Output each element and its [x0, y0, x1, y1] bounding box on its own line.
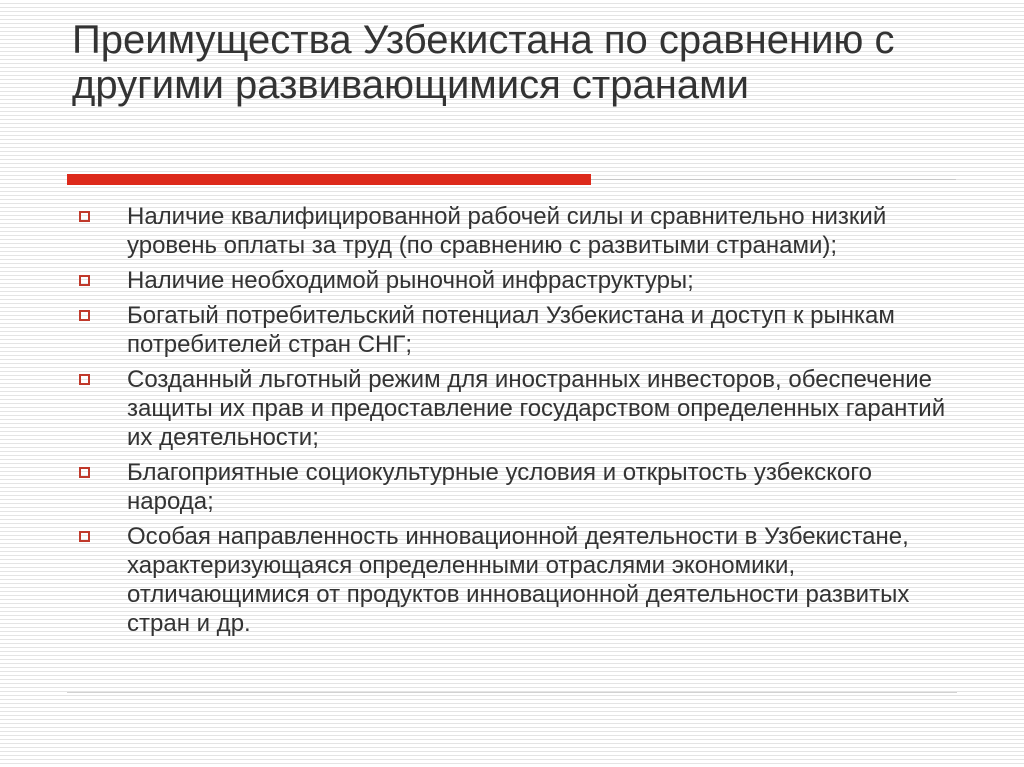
hollow-square-bullet-icon	[79, 310, 90, 321]
bullet-item-2	[70, 266, 950, 295]
hollow-square-bullet-icon	[79, 211, 90, 222]
bullet-item-5	[70, 458, 950, 516]
bullet-item-6	[70, 522, 950, 638]
bullet-item-3	[70, 301, 950, 359]
slide-title: Преимущества Узбекистана по сравнению с другими развивающимися странами	[72, 18, 895, 107]
hollow-square-bullet-icon	[79, 467, 90, 478]
bullet-text: Благоприятные социокультурные условия и открытость узбекского народа;	[127, 459, 872, 515]
footer-divider	[67, 692, 957, 693]
bullet-text: Богатый потребительский потенциал Узбекистана и доступ к рынкам потребителей стран СНГ;	[127, 302, 895, 358]
hollow-square-bullet-icon	[79, 275, 90, 286]
title-underline-accent	[67, 174, 591, 185]
hollow-square-bullet-icon	[79, 531, 90, 542]
bullet-text: Наличие необходимой рыночной инфраструктуры;	[127, 267, 694, 294]
hollow-square-bullet-icon	[79, 374, 90, 385]
bullet-list	[70, 202, 950, 644]
title-underline-thin	[591, 179, 956, 180]
bullet-item-1	[70, 202, 950, 260]
bullet-text: Созданный льготный режим для иностранных инвесторов, обеспечение защиты их прав и предоставление государством определенных гарантий их деятельности;	[127, 366, 946, 451]
bullet-text: Наличие квалифицированной рабочей силы и сравнительно низкий уровень оплаты за труд (по сравнению с развитыми странами);	[127, 203, 887, 259]
bullet-text: Особая направленность инновационной деятельности в Узбекистане, характеризующаяся определенными отраслями экономики, отличающимися от продуктов инновационной деятельности развитых стран и др.	[127, 523, 910, 637]
bullet-item-4	[70, 365, 950, 452]
